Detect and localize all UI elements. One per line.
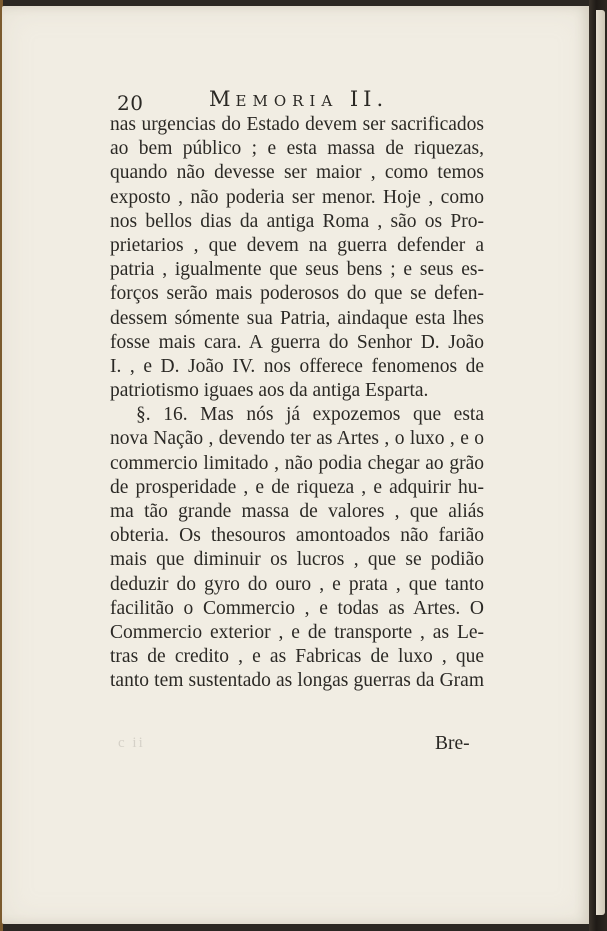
text-line: exposto , não poderia ser menor. Hoje , como xyxy=(110,186,484,208)
text-line: patriotismo iguaes aos da antiga Esparta. xyxy=(110,380,429,402)
text-line: nova Nação , devendo ter as Artes , o luxo , e o xyxy=(110,428,484,450)
section-start-line: §. 16. Mas nós já expozemos que esta xyxy=(136,404,484,426)
text-line: tanto tem sustentado as longas guerras da Gram xyxy=(110,670,484,692)
running-head xyxy=(209,87,388,111)
running-head-initial: M xyxy=(209,87,236,111)
text-line: I. , e D. João IV. nos offerece fenomenos de xyxy=(110,355,484,377)
text-line: dessem sómente sua Patria, aindaque esta lhes xyxy=(110,307,484,329)
text-line: forços serão mais poderosos do que se defen- xyxy=(110,283,484,305)
next-leaf-edge xyxy=(596,10,605,915)
running-head-numeral: II. xyxy=(349,87,389,111)
text-line: quando não devesse ser maior , como temos xyxy=(110,162,484,184)
text-line: de prosperidade , e de riqueza , e adquirir hu- xyxy=(110,476,484,498)
text-line: commercio limitado , não podia chegar ao grão xyxy=(110,452,484,474)
text-line: nas urgencias do Estado devem ser sacrificados xyxy=(110,114,484,135)
text-line: obteria. Os thesouros amontoados não farião xyxy=(110,525,484,547)
page-number: 20 xyxy=(117,91,144,115)
text-line: nos bellos dias da antiga Roma , são os Pro- xyxy=(110,210,484,232)
catchword: Bre- xyxy=(435,733,470,754)
text-line: prietarios , que devem na guerra defender a xyxy=(110,234,484,256)
text-line: fosse mais cara. A guerra do Senhor D. João xyxy=(110,331,484,353)
text-line: tras de credito , e as Fabricas de luxo , que xyxy=(110,646,484,668)
text-line: facilitão o Commercio , e todas as Artes. O xyxy=(110,597,484,619)
text-line: Commercio exterior , e de transporte , as Le- xyxy=(110,621,484,643)
text-line: patria , igualmente que seus bens ; e seus es- xyxy=(110,259,484,281)
text-line: mais que diminuir os lucros , que se podião xyxy=(110,549,484,571)
running-head-rest: EMORIA xyxy=(235,92,339,110)
text-line: ao bem público ; e esta massa de riquezas, xyxy=(110,138,484,160)
text-line: deduzir do gyro do ouro , e prata , que tanto xyxy=(110,573,484,595)
text-line: ma tão grande massa de valores , que aliás xyxy=(110,501,484,522)
bleed-through-text: c ii xyxy=(118,735,145,751)
body-text xyxy=(110,113,484,694)
